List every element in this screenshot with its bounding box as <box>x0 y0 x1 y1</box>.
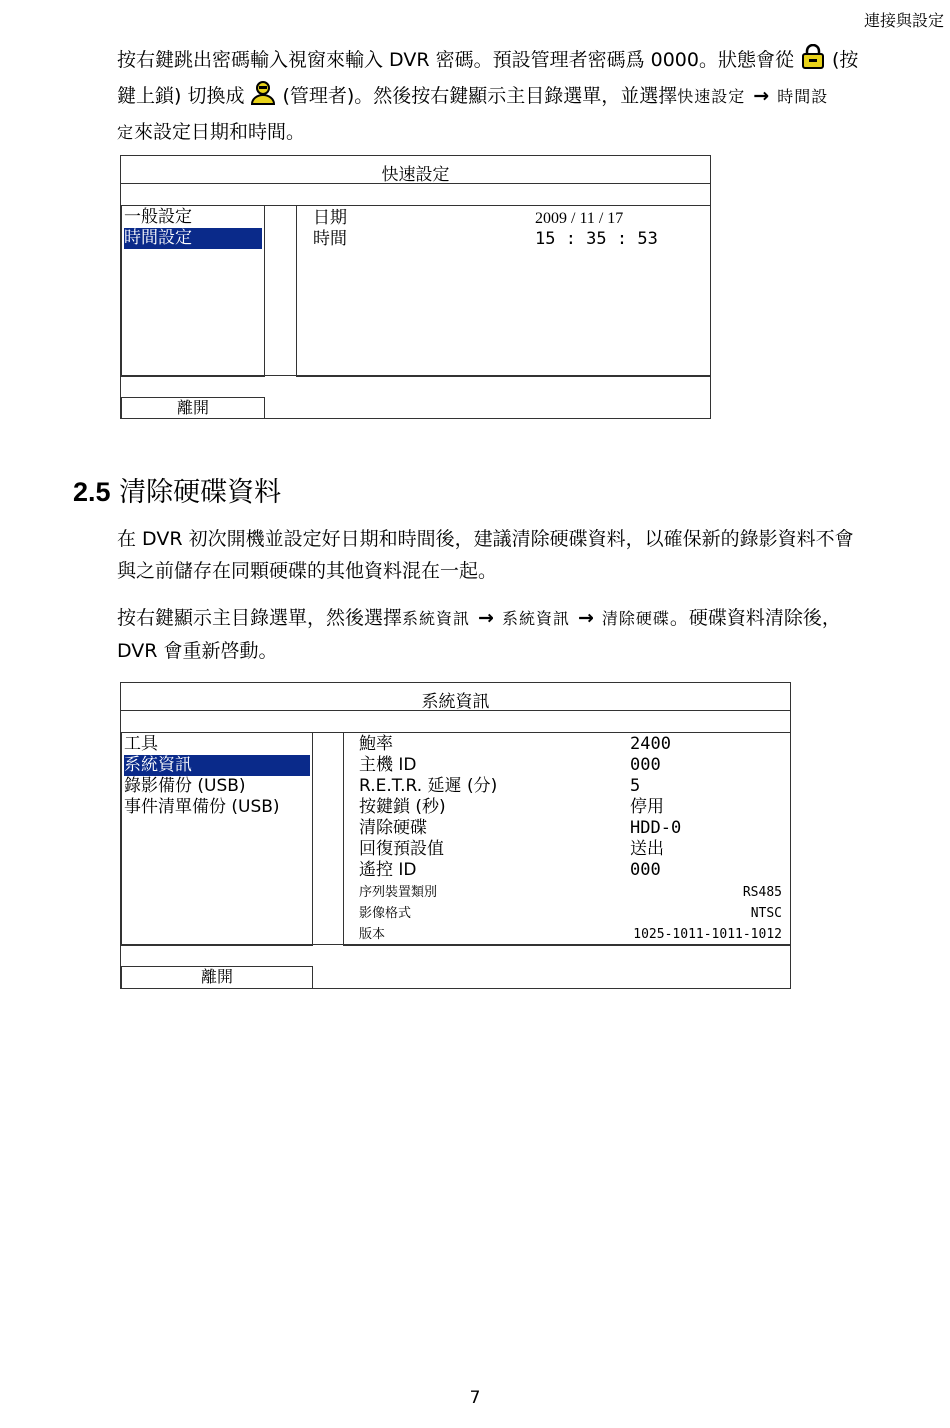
panel-title: 快速設定 <box>381 165 450 185</box>
menu-item-system-info[interactable]: 系統資訊 <box>124 755 310 776</box>
intro-line-3: 定來設定日期和時間。 <box>117 121 306 143</box>
time-settings-area <box>296 205 711 377</box>
intro-line-2: 鍵上鎖) 切換成 (管理者)。然後按右鍵顯示主目錄選單，並選擇快速設定 → 時間設 <box>117 80 943 116</box>
divider <box>121 375 710 376</box>
section-heading <box>73 470 281 509</box>
system-info-panel <box>120 682 791 989</box>
menu-item-tools[interactable]: 工具 <box>124 734 158 754</box>
time-label: 時間 <box>313 229 347 249</box>
menu-path-system-info: 系統資訊 <box>402 609 471 628</box>
info-label: 序列裝置類別 <box>359 885 438 900</box>
setting-value[interactable]: HDD-0 <box>630 818 682 838</box>
info-label: 影像格式 <box>359 906 412 921</box>
intro-line-1: 按右鍵跳出密碼輸入視窗來輸入 DVR 密碼。預設管理者密碼爲 0000。狀態會從 (按 <box>117 44 943 80</box>
info-value: 1025-1011-1011-1012 <box>633 927 782 942</box>
page-number: 7 <box>469 1388 481 1408</box>
lock-icon <box>800 44 826 80</box>
info-value: NTSC <box>750 906 782 921</box>
divider <box>121 710 790 711</box>
setting-value[interactable]: 000 <box>630 860 661 880</box>
setting-label: 回復預設值 <box>359 839 444 859</box>
menu-item-record-backup[interactable]: 錄影備份 (USB) <box>124 776 246 796</box>
setting-value[interactable]: 000 <box>630 755 661 775</box>
setting-value[interactable]: 送出 <box>630 839 664 859</box>
exit-button[interactable]: 離開 <box>121 966 313 989</box>
quick-setup-panel <box>120 155 711 419</box>
arrow-icon: → <box>577 607 594 629</box>
menu-item-general[interactable]: 一般設定 <box>124 207 192 227</box>
setting-label: R.E.T.R. 延遲 (分) <box>359 776 498 796</box>
section-paragraph-1: 在 DVR 初次開機並設定好日期和時間後，建議清除硬碟資料，以確保新的錄影資料不會 與之前儲存在同顆硬碟的其他資料混在一起。 <box>117 528 854 582</box>
section-paragraph-2: 按右鍵顯示主目錄選單，然後選擇系統資訊 → 系統資訊 → 清除硬碟。硬碟資料清除後， DVR 會重新啓動。 <box>117 607 841 662</box>
system-info-settings <box>343 732 791 946</box>
setting-label: 按鍵鎖 (秒) <box>359 797 446 817</box>
menu-path-quick-setup: 快速設定 <box>677 87 746 106</box>
menu-path-time-setup: 時間設 <box>777 87 829 106</box>
section-title: 清除硬碟資料 <box>119 477 282 508</box>
setting-value[interactable]: 5 <box>630 776 641 796</box>
setting-label: 鮑率 <box>359 734 393 754</box>
exit-button[interactable]: 離開 <box>121 397 265 419</box>
divider <box>121 183 710 184</box>
divider <box>121 944 790 945</box>
arrow-icon: → <box>753 85 770 107</box>
section-number: 2.5 <box>73 477 111 507</box>
info-label: 版本 <box>359 927 386 942</box>
setting-label: 遙控 ID <box>359 860 417 880</box>
intro-paragraph <box>117 44 943 149</box>
menu-item-event-backup[interactable]: 事件清單備份 (USB) <box>124 797 280 817</box>
time-value[interactable]: 15 : 35 : 53 <box>535 229 658 249</box>
setting-value[interactable]: 2400 <box>630 734 671 754</box>
menu-path-clear-hdd: 清除硬碟 <box>601 609 670 628</box>
date-label: 日期 <box>313 208 347 228</box>
setting-label: 清除硬碟 <box>359 818 427 838</box>
panel-title: 系統資訊 <box>421 692 490 712</box>
menu-item-time-setup[interactable]: 時間設定 <box>124 228 262 249</box>
chapter-header: 連接與設定 <box>863 11 944 30</box>
admin-user-icon <box>250 80 276 116</box>
quick-setup-menu <box>121 205 265 377</box>
system-info-menu <box>121 732 313 946</box>
arrow-icon: → <box>478 607 494 629</box>
menu-path-system-info-2: 系統資訊 <box>501 609 570 628</box>
setting-label: 主機 ID <box>359 755 417 775</box>
info-value: RS485 <box>742 885 782 900</box>
setting-value[interactable]: 停用 <box>630 797 664 817</box>
date-value[interactable]: 2009 / 11 / 17 <box>535 210 624 227</box>
